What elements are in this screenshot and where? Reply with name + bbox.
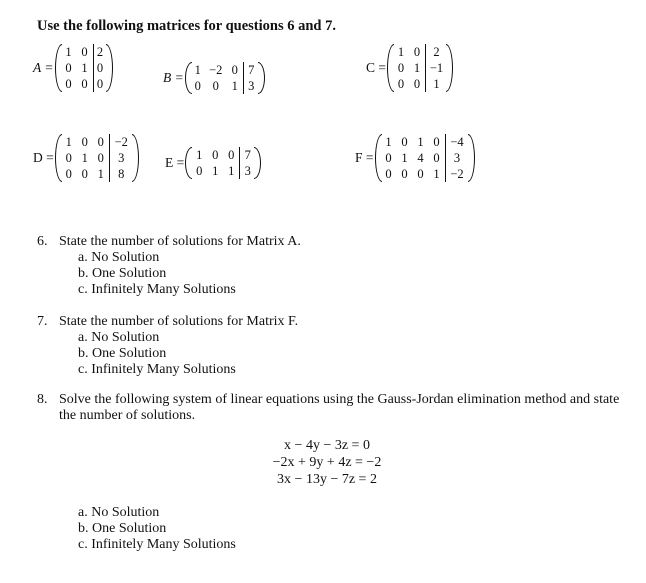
instructions-header: Use the following matrices for questions 6 and 7.: [37, 18, 336, 34]
question-8-text-line1: Solve the following system of linear equations using the Gauss-Jordan elimination method and state: [59, 392, 620, 407]
matrix-cell: 1: [97, 167, 104, 181]
matrix-cell: 4: [417, 151, 424, 165]
matrix-f-label: F =: [355, 150, 374, 165]
question-7-option-a[interactable]: [78, 330, 159, 346]
option-text: Infinitely Many Solutions: [91, 537, 236, 552]
matrix-cell: 8: [109, 166, 133, 182]
matrix-cell: 0: [65, 151, 72, 165]
matrix-cell: 0: [212, 79, 219, 93]
option-text: One Solution: [92, 266, 167, 281]
matrix-cell: 3: [109, 150, 133, 166]
matrix-cell: 1: [194, 63, 201, 77]
matrix-cell: 7: [239, 147, 255, 163]
matrix-cell: 2: [425, 44, 447, 60]
matrix-cell: 0: [81, 135, 88, 149]
matrix-cell: 0: [231, 63, 238, 77]
option-text: Infinitely Many Solutions: [91, 362, 236, 377]
matrix-cell: 2: [93, 44, 107, 60]
option-text: One Solution: [92, 346, 167, 361]
matrix-cell: 1: [417, 135, 424, 149]
matrix-cell: −2: [209, 63, 223, 77]
matrix-cell: 0: [93, 60, 107, 76]
matrix-f: [355, 134, 475, 182]
matrix-a-label: A =: [33, 60, 54, 75]
matrix-e-label: E =: [165, 155, 185, 170]
matrix-cell: 1: [425, 76, 447, 92]
matrix-cell: 1: [433, 167, 440, 181]
matrix-cell: 7: [243, 62, 259, 78]
matrix-e-grid: [191, 147, 255, 179]
matrix-cell: 0: [97, 135, 104, 149]
question-7: [37, 314, 298, 330]
matrix-cell: 0: [194, 79, 201, 93]
option-letter: a.: [78, 250, 88, 265]
question-6-option-a[interactable]: [78, 250, 159, 266]
matrix-cell: 0: [397, 61, 405, 75]
question-8-option-c[interactable]: [78, 537, 236, 553]
question-6-option-b[interactable]: [78, 266, 166, 282]
matrix-b: [163, 62, 265, 94]
question-8: [37, 392, 619, 408]
matrix-cell: 0: [81, 167, 88, 181]
equation-2: −2x + 9y + 4z = −2: [272, 455, 382, 470]
question-7-number: 7.: [37, 314, 48, 329]
matrix-d: [33, 134, 139, 182]
matrix-cell: 0: [433, 135, 440, 149]
option-letter: a.: [78, 505, 88, 520]
option-text: No Solution: [91, 505, 160, 520]
question-7-text: State the number of solutions for Matrix F.: [59, 314, 299, 329]
matrix-cell: 1: [401, 151, 408, 165]
equation-1: x − 4y − 3z = 0: [284, 438, 370, 453]
matrix-c-label: C =: [366, 60, 386, 75]
matrix-cell: 0: [65, 61, 72, 75]
question-7-option-c[interactable]: [78, 362, 236, 378]
matrix-cell: 1: [81, 61, 88, 75]
question-8-option-b[interactable]: [78, 521, 166, 537]
question-7-option-b[interactable]: [78, 346, 166, 362]
matrix-cell: 1: [81, 151, 88, 165]
matrix-cell: 0: [433, 151, 440, 165]
matrix-cell: 3: [445, 150, 469, 166]
question-6: [37, 234, 301, 250]
matrix-cell: 1: [228, 164, 235, 178]
matrix-cell: 0: [385, 151, 392, 165]
matrix-cell: 0: [413, 45, 421, 59]
question-6-number: 6.: [37, 234, 48, 249]
matrix-cell: 0: [212, 148, 219, 162]
question-6-text: State the number of solutions for Matrix A.: [59, 234, 301, 249]
question-8-text-line2: the number of solutions.: [59, 408, 196, 423]
matrix-c: [366, 44, 453, 92]
equation-system: [268, 437, 386, 488]
matrix-b-label: B =: [163, 70, 184, 85]
option-letter: b.: [78, 346, 89, 361]
matrix-cell: 1: [385, 135, 392, 149]
option-letter: a.: [78, 330, 88, 345]
matrix-cell: 1: [196, 148, 203, 162]
matrix-d-label: D =: [33, 150, 54, 165]
option-text: No Solution: [91, 250, 160, 265]
option-letter: b.: [78, 266, 89, 281]
matrix-cell: −4: [445, 134, 469, 150]
option-text: Infinitely Many Solutions: [91, 282, 236, 297]
matrix-cell: 3: [239, 163, 255, 179]
option-text: No Solution: [91, 330, 160, 345]
matrix-d-grid: [61, 134, 133, 182]
matrix-cell: 0: [93, 76, 107, 92]
matrix-c-grid: [393, 44, 447, 92]
matrix-cell: 0: [417, 167, 424, 181]
matrix-cell: 0: [401, 167, 408, 181]
matrix-cell: 1: [413, 61, 421, 75]
option-letter: c.: [78, 537, 88, 552]
matrix-f-grid: [381, 134, 469, 182]
matrix-cell: 3: [243, 78, 259, 94]
equation-3: 3x − 13y − 7z = 2: [277, 472, 377, 487]
matrix-cell: 0: [196, 164, 203, 178]
matrix-cell: 0: [97, 151, 104, 165]
matrix-cell: −1: [425, 60, 447, 76]
option-letter: b.: [78, 521, 89, 536]
matrix-cell: 0: [81, 77, 88, 91]
matrix-cell: 0: [65, 167, 72, 181]
matrix-cell: 0: [228, 148, 235, 162]
matrix-cell: 0: [65, 77, 72, 91]
matrix-cell: 1: [212, 164, 219, 178]
matrix-a: [33, 44, 113, 92]
option-letter: c.: [78, 282, 88, 297]
option-letter: c.: [78, 362, 88, 377]
matrix-cell: −2: [445, 166, 469, 182]
option-text: One Solution: [92, 521, 167, 536]
matrix-cell: 0: [401, 135, 408, 149]
matrix-b-grid: [191, 62, 259, 94]
matrix-a-grid: [61, 44, 107, 92]
matrix-cell: 0: [413, 77, 421, 91]
matrix-cell: 0: [385, 167, 392, 181]
matrix-cell: 1: [65, 135, 72, 149]
matrix-cell: −2: [109, 134, 133, 150]
matrix-cell: 1: [65, 45, 72, 59]
matrix-e: [165, 147, 261, 179]
question-8-option-a[interactable]: [78, 505, 159, 521]
matrix-cell: 1: [397, 45, 405, 59]
matrix-cell: 0: [81, 45, 88, 59]
question-6-option-c[interactable]: [78, 282, 236, 298]
question-8-number: 8.: [37, 392, 48, 407]
matrix-cell: 0: [397, 77, 405, 91]
matrix-cell: 1: [231, 79, 238, 93]
